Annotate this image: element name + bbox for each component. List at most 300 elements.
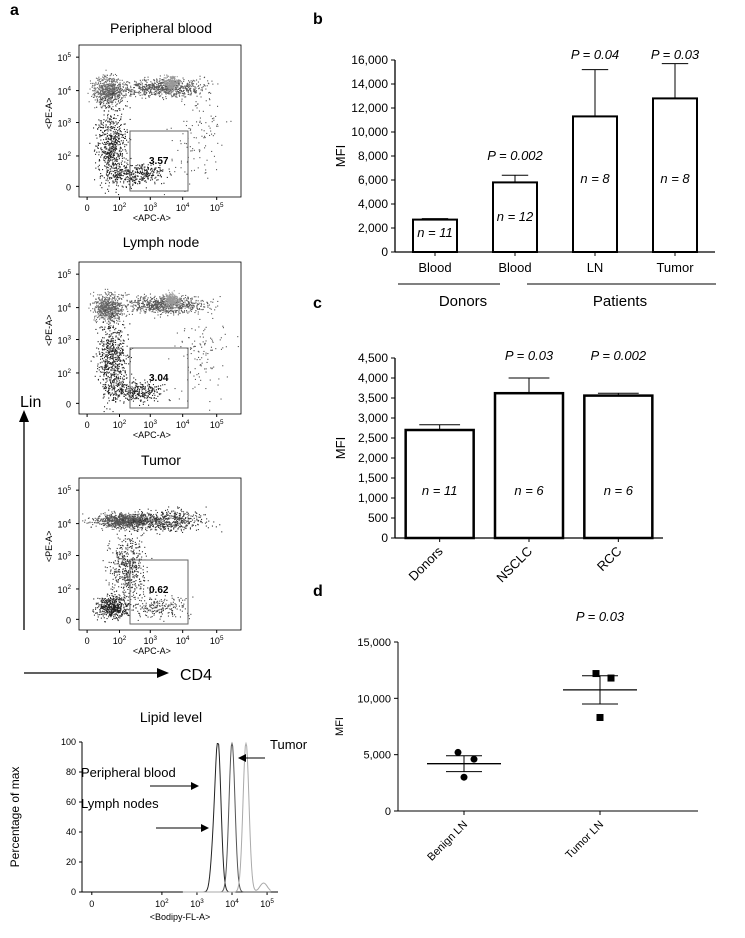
- event-dot: [129, 95, 130, 96]
- event-dot: [134, 177, 135, 178]
- event-dot: [128, 394, 129, 395]
- event-dot: [99, 85, 100, 86]
- event-dot: [105, 156, 106, 157]
- event-dot: [105, 293, 106, 294]
- event-dot: [127, 85, 128, 86]
- event-dot: [189, 184, 190, 185]
- event-dot: [102, 151, 103, 152]
- event-dot: [103, 379, 104, 380]
- event-dot: [189, 86, 190, 87]
- event-dot: [101, 95, 102, 96]
- event-dot: [115, 359, 116, 360]
- event-dot: [121, 313, 122, 314]
- event-dot: [111, 167, 112, 168]
- event-dot: [152, 170, 153, 171]
- event-dot: [94, 83, 95, 84]
- event-dot: [114, 369, 115, 370]
- event-dot: [185, 87, 186, 88]
- panel-label-d: d: [313, 583, 323, 600]
- event-dot: [139, 181, 140, 182]
- event-dot: [178, 79, 179, 80]
- event-dot: [181, 296, 182, 297]
- event-dot: [152, 306, 153, 307]
- event-dot: [195, 105, 196, 106]
- event-dot: [110, 143, 111, 144]
- event-dot: [172, 86, 173, 87]
- event-dot: [101, 120, 102, 121]
- event-dot: [126, 163, 127, 164]
- event-dot: [108, 321, 109, 322]
- event-dot: [108, 291, 109, 292]
- event-dot: [109, 409, 110, 410]
- event-dot: [106, 107, 107, 108]
- event-dot: [96, 124, 97, 125]
- event-dot: [205, 137, 206, 138]
- event-dot: [112, 382, 113, 383]
- event-dot: [147, 178, 148, 179]
- event-dot: [196, 121, 197, 122]
- event-dot: [184, 310, 185, 311]
- event-dot: [119, 110, 120, 111]
- event-dot: [125, 97, 126, 98]
- event-dot: [113, 171, 114, 172]
- tick-label: [113, 202, 127, 213]
- event-dot: [113, 139, 114, 140]
- event-dot: [129, 356, 130, 357]
- event-dot: [198, 85, 199, 86]
- event-dot: [132, 89, 133, 90]
- event-dot: [112, 362, 113, 363]
- event-dot: [136, 306, 137, 307]
- event-dot: [151, 175, 152, 176]
- event-dot: [123, 134, 124, 135]
- event-dot: [148, 172, 149, 173]
- event-dot: [134, 308, 135, 309]
- event-dot: [102, 302, 103, 303]
- event-dot: [199, 111, 200, 112]
- event-dot: [109, 334, 110, 335]
- event-dot: [106, 164, 107, 165]
- event-dot: [148, 77, 149, 78]
- event-dot: [127, 311, 128, 312]
- event-dot: [185, 295, 186, 296]
- event-dot: [118, 364, 119, 365]
- event-dot: [114, 161, 115, 162]
- event-dot: [116, 347, 117, 348]
- event-dot: [117, 156, 118, 157]
- event-dot: [184, 302, 185, 303]
- event-dot: [201, 309, 202, 310]
- event-dot: [99, 351, 100, 352]
- event-dot: [131, 399, 132, 400]
- tick-base: 0: [65, 182, 71, 193]
- event-dot: [101, 187, 102, 188]
- event-dot: [106, 346, 107, 347]
- event-dot: [120, 309, 121, 310]
- event-dot: [112, 80, 113, 81]
- event-dot: [190, 146, 191, 147]
- event-dot: [105, 134, 106, 135]
- event-dot: [119, 120, 120, 121]
- event-dot: [126, 358, 127, 359]
- event-dot: [135, 385, 136, 386]
- event-dot: [118, 296, 119, 297]
- event-dot: [114, 366, 115, 367]
- event-dot: [109, 367, 110, 368]
- event-dot: [107, 133, 108, 134]
- event-dot: [110, 322, 111, 323]
- event-dot: [197, 308, 198, 309]
- event-dot: [143, 164, 144, 165]
- event-dot: [163, 99, 164, 100]
- event-dot: [101, 302, 102, 303]
- event-dot: [103, 322, 104, 323]
- event-dot: [122, 158, 123, 159]
- event-dot: [117, 176, 118, 177]
- event-dot: [122, 295, 123, 296]
- event-dot: [144, 80, 145, 81]
- event-dot: [144, 173, 145, 174]
- event-dot: [122, 80, 123, 81]
- event-dot: [116, 320, 117, 321]
- event-dot: [108, 96, 109, 97]
- event-dot: [186, 143, 187, 144]
- event-dot: [127, 81, 128, 82]
- event-dot: [132, 177, 133, 178]
- event-dot: [160, 314, 161, 315]
- event-dot: [188, 85, 189, 86]
- event-dot: [107, 170, 108, 171]
- event-dot: [217, 143, 218, 144]
- event-dot: [148, 167, 149, 168]
- event-dot: [105, 312, 106, 313]
- event-dot: [102, 386, 103, 387]
- event-dot: [109, 343, 110, 344]
- event-dot: [113, 141, 114, 142]
- event-dot: [126, 177, 127, 178]
- event-dot: [120, 82, 121, 83]
- event-dot: [132, 184, 133, 185]
- event-dot: [117, 85, 118, 86]
- event-dot: [154, 318, 155, 319]
- event-dot: [140, 84, 141, 85]
- event-dot: [123, 297, 124, 298]
- event-dot: [94, 87, 95, 88]
- event-dot: [164, 311, 165, 312]
- event-dot: [133, 307, 134, 308]
- event-dot: [119, 305, 120, 306]
- event-dot: [110, 349, 111, 350]
- event-dot: [197, 103, 198, 104]
- event-dot: [104, 83, 105, 84]
- event-dot: [107, 121, 108, 122]
- event-dot: [144, 169, 145, 170]
- event-dot: [128, 357, 129, 358]
- event-dot: [171, 76, 172, 77]
- event-dot: [130, 96, 131, 97]
- event-dot: [159, 83, 160, 84]
- event-dot: [122, 346, 123, 347]
- event-dot: [123, 295, 124, 296]
- event-dot: [118, 108, 119, 109]
- event-dot: [167, 90, 168, 91]
- event-dot: [106, 137, 107, 138]
- event-dot: [105, 86, 106, 87]
- event-dot: [121, 137, 122, 138]
- event-dot: [154, 92, 155, 93]
- event-dot: [146, 304, 147, 305]
- event-dot: [109, 316, 110, 317]
- event-dot: [116, 351, 117, 352]
- event-dot: [162, 301, 163, 302]
- event-dot: [93, 356, 94, 357]
- event-dot: [165, 300, 166, 301]
- event-dot: [105, 81, 106, 82]
- event-dot: [123, 171, 124, 172]
- event-dot: [171, 82, 172, 83]
- event-dot: [148, 405, 149, 406]
- event-dot: [103, 132, 104, 133]
- event-dot: [116, 353, 117, 354]
- event-dot: [154, 312, 155, 313]
- event-dot: [113, 294, 114, 295]
- event-dot: [125, 171, 126, 172]
- event-dot: [142, 169, 143, 170]
- event-dot: [173, 95, 174, 96]
- event-dot: [195, 302, 196, 303]
- event-dot: [102, 358, 103, 359]
- event-dot: [107, 171, 108, 172]
- event-dot: [115, 163, 116, 164]
- event-dot: [120, 148, 121, 149]
- event-dot: [127, 334, 128, 335]
- event-dot: [110, 316, 111, 317]
- event-dot: [170, 173, 171, 174]
- event-dot: [102, 175, 103, 176]
- event-dot: [108, 389, 109, 390]
- event-dot: [102, 303, 103, 304]
- event-dot: [96, 92, 97, 93]
- event-dot: [100, 176, 101, 177]
- event-dot: [122, 161, 123, 162]
- event-dot: [95, 146, 96, 147]
- event-dot: [205, 145, 206, 146]
- event-dot: [181, 163, 182, 164]
- event-dot: [136, 82, 137, 83]
- event-dot: [207, 305, 208, 306]
- event-dot: [116, 359, 117, 360]
- event-dot: [186, 300, 187, 301]
- event-dot: [120, 101, 121, 102]
- event-dot: [98, 314, 99, 315]
- event-dot: [119, 138, 120, 139]
- event-dot: [116, 299, 117, 300]
- event-dot: [116, 159, 117, 160]
- event-dot: [122, 169, 123, 170]
- event-dot: [152, 88, 153, 89]
- event-dot: [117, 171, 118, 172]
- event-dot: [151, 94, 152, 95]
- event-dot: [144, 294, 145, 295]
- event-dot: [210, 93, 211, 94]
- event-dot: [99, 165, 100, 166]
- event-dot: [106, 167, 107, 168]
- event-dot: [186, 310, 187, 311]
- event-dot: [187, 300, 188, 301]
- event-dot: [103, 346, 104, 347]
- event-dot: [110, 171, 111, 172]
- event-dot: [156, 84, 157, 85]
- event-dot: [156, 389, 157, 390]
- event-dot: [110, 95, 111, 96]
- tick-base: 10: [57, 53, 68, 64]
- event-dot: [151, 92, 152, 93]
- event-dot: [156, 180, 157, 181]
- event-dot: [131, 388, 132, 389]
- event-dot: [102, 329, 103, 330]
- event-dot: [168, 307, 169, 308]
- event-dot: [162, 169, 163, 170]
- event-dot: [134, 176, 135, 177]
- event-dot: [111, 368, 112, 369]
- event-dot: [112, 180, 113, 181]
- event-dot: [164, 310, 165, 311]
- event-dot: [124, 124, 125, 125]
- event-dot: [118, 100, 119, 101]
- event-dot: [90, 293, 91, 294]
- event-dot: [116, 177, 117, 178]
- event-dot: [159, 78, 160, 79]
- event-dot: [141, 87, 142, 88]
- event-dot: [139, 173, 140, 174]
- event-dot: [125, 370, 126, 371]
- event-dot: [193, 303, 194, 304]
- event-dot: [112, 317, 113, 318]
- event-dot: [107, 323, 108, 324]
- event-dot: [109, 94, 110, 95]
- event-dot: [113, 302, 114, 303]
- event-dot: [184, 298, 185, 299]
- event-dot: [111, 348, 112, 349]
- event-dot: [113, 153, 114, 154]
- event-dot: [117, 307, 118, 308]
- event-dot: [189, 84, 190, 85]
- event-dot: [99, 81, 100, 82]
- event-dot: [98, 143, 99, 144]
- event-dot: [171, 95, 172, 96]
- event-dot: [99, 134, 100, 135]
- event-dot: [141, 180, 142, 181]
- event-dot: [115, 91, 116, 92]
- event-dot: [111, 370, 112, 371]
- event-dot: [179, 298, 180, 299]
- event-dot: [136, 179, 137, 180]
- event-dot: [201, 303, 202, 304]
- event-dot: [112, 93, 113, 94]
- event-dot: [113, 370, 114, 371]
- event-dot: [139, 86, 140, 87]
- event-dot: [170, 303, 171, 304]
- event-dot: [93, 312, 94, 313]
- event-dot: [97, 87, 98, 88]
- event-dot: [102, 342, 103, 343]
- event-dot: [140, 80, 141, 81]
- event-dot: [112, 310, 113, 311]
- event-dot: [118, 154, 119, 155]
- event-dot: [139, 168, 140, 169]
- event-dot: [202, 90, 203, 91]
- event-dot: [163, 303, 164, 304]
- event-dot: [187, 86, 188, 87]
- event-dot: [120, 340, 121, 341]
- event-dot: [116, 310, 117, 311]
- event-dot: [92, 303, 93, 304]
- event-dot: [106, 307, 107, 308]
- event-dot: [106, 95, 107, 96]
- event-dot: [209, 99, 210, 100]
- event-dot: [100, 140, 101, 141]
- event-dot: [106, 364, 107, 365]
- event-dot: [201, 305, 202, 306]
- event-dot: [129, 89, 130, 90]
- event-dot: [113, 326, 114, 327]
- event-dot: [184, 90, 185, 91]
- tick-label: [57, 52, 71, 63]
- event-dot: [117, 92, 118, 93]
- event-dot: [104, 84, 105, 85]
- event-dot: [213, 135, 214, 136]
- event-dot: [172, 84, 173, 85]
- event-dot: [94, 90, 95, 91]
- event-dot: [112, 301, 113, 302]
- tick-base: 10: [57, 151, 68, 162]
- event-dot: [199, 303, 200, 304]
- event-dot: [116, 313, 117, 314]
- event-dot: [118, 310, 119, 311]
- event-dot: [158, 307, 159, 308]
- event-dot: [159, 310, 160, 311]
- event-dot: [169, 169, 170, 170]
- event-dot: [108, 328, 109, 329]
- event-dot: [129, 82, 130, 83]
- event-dot: [172, 159, 173, 160]
- event-dot: [166, 77, 167, 78]
- event-dot: [114, 97, 115, 98]
- event-dot: [114, 299, 115, 300]
- event-dot: [106, 388, 107, 389]
- event-dot: [112, 106, 113, 107]
- event-dot: [107, 99, 108, 100]
- event-dot: [107, 75, 108, 76]
- event-dot: [109, 309, 110, 310]
- event-dot: [95, 376, 96, 377]
- event-dot: [116, 192, 117, 193]
- event-dot: [101, 99, 102, 100]
- event-dot: [113, 78, 114, 79]
- event-dot: [146, 182, 147, 183]
- event-dot: [108, 149, 109, 150]
- event-dot: [202, 300, 203, 301]
- event-dot: [101, 300, 102, 301]
- event-dot: [101, 87, 102, 88]
- event-dot: [120, 330, 121, 331]
- event-dot: [121, 335, 122, 336]
- event-dot: [120, 170, 121, 171]
- event-dot: [113, 342, 114, 343]
- event-dot: [89, 143, 90, 144]
- event-dot: [128, 363, 129, 364]
- event-dot: [115, 294, 116, 295]
